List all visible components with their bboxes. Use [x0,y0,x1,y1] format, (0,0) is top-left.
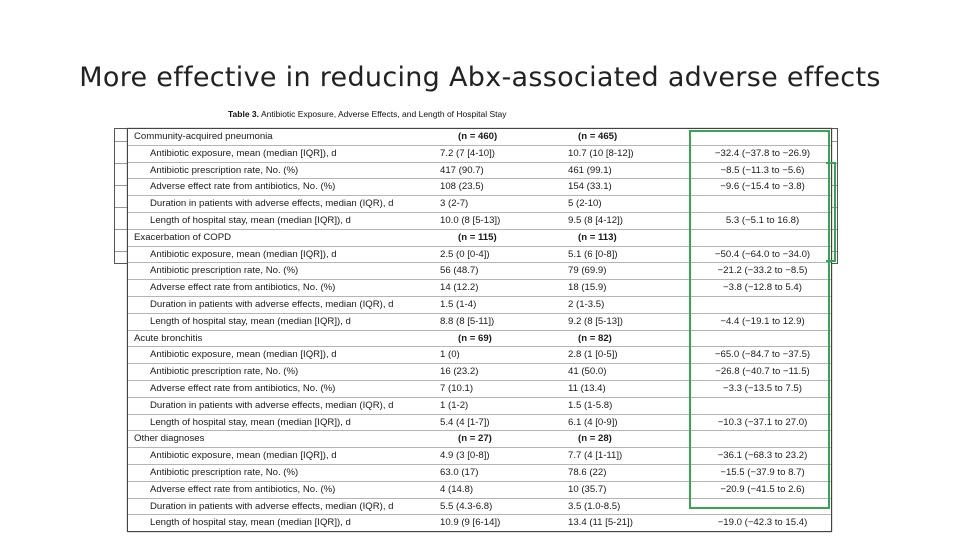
row-label: Antibiotic prescription rate, No. (%) [150,466,299,478]
row-value-intervention: 56 (48.7) [440,265,479,277]
row-difference: −65.0 (−84.7 to −37.5) [714,349,811,361]
section-row [128,431,831,448]
row-difference: −15.5 (−37.9 to 8.7) [720,466,805,478]
row-label: Adverse effect rate from antibiotics, No. (%) [150,181,336,193]
table-row [128,196,831,213]
table-row [128,263,831,280]
table-caption-text: Antibiotic Exposure, Adverse Effects, and Length of Hospital Stay [260,109,507,119]
row-value-control: 5 (2-10) [568,198,602,210]
row-label: Antibiotic prescription rate, No. (%) [150,265,299,277]
table-row [128,465,831,482]
table-row [128,482,831,499]
row-difference: −50.4 (−64.0 to −34.0) [714,248,811,260]
results-table [127,128,832,532]
row-value-control: 3.5 (1.0-8.5) [568,500,621,512]
table-row [128,499,831,516]
row-value-intervention: 5.5 (4.3-6.8) [440,500,493,512]
row-label: Antibiotic exposure, mean (median [IQR]), d [150,248,337,260]
section-row [128,331,831,348]
row-value-intervention: 7.2 (7 [4-10]) [440,147,495,159]
section-name: Acute bronchitis [134,332,203,344]
table-row [128,448,831,465]
row-label: Length of hospital stay, mean (median [IQR]), d [150,517,351,529]
row-value-intervention: 7 (10.1) [440,382,474,394]
row-value-control: 10 (35.7) [568,483,607,495]
table-row [128,247,831,264]
row-value-control: 461 (99.1) [568,164,612,176]
row-label: Duration in patients with adverse effects, median (IQR), d [150,298,394,310]
row-value-intervention: 417 (90.7) [440,164,484,176]
table-row [128,398,831,415]
row-value-control: 9.2 (8 [5-13]) [568,315,623,327]
row-label: Antibiotic exposure, mean (median [IQR]), d [150,147,337,159]
row-value-intervention: 10.0 (8 [5-13]) [440,214,501,226]
table-row [128,381,831,398]
row-label: Length of hospital stay, mean (median [IQR]), d [150,315,351,327]
row-difference: −8.5 (−11.3 to −5.6) [720,164,805,176]
row-value-intervention: 5.4 (4 [1-7]) [440,416,490,428]
row-value-control: 78.6 (22) [568,466,607,478]
row-value-intervention: 10.9 (9 [6-14]) [440,517,501,529]
table-caption-label: Table 3. [228,109,260,119]
section-n-control: (n = 465) [578,131,618,142]
section-n-intervention: (n = 460) [458,131,498,142]
row-value-intervention: 1.5 (1-4) [440,298,477,310]
row-difference: 5.3 (−5.1 to 16.8) [725,214,800,226]
slide-title: More effective in reducing Abx-associated adverse effects [79,62,881,93]
row-value-control: 5.1 (6 [0-8]) [568,248,618,260]
table-row [128,415,831,432]
row-difference: −20.9 (−41.5 to 2.6) [720,483,805,495]
row-value-control: 79 (69.9) [568,265,607,277]
table-row [128,163,831,180]
table-row [128,297,831,314]
row-label: Length of hospital stay, mean (median [IQR]), d [150,416,351,428]
section-name: Community-acquired pneumonia [134,131,273,142]
row-difference: −36.1 (−68.3 to 23.2) [717,450,808,462]
row-value-intervention: 4 (14.8) [440,483,474,495]
row-value-control: 2.8 (1 [0-5]) [568,349,618,361]
row-value-control: 2 (1-3.5) [568,298,605,310]
row-label: Adverse effect rate from antibiotics, No. (%) [150,282,336,294]
row-label: Antibiotic exposure, mean (median [IQR]), d [150,349,337,361]
row-label: Adverse effect rate from antibiotics, No. (%) [150,483,336,495]
row-value-control: 10.7 (10 [8-12]) [568,147,634,159]
row-value-intervention: 108 (23.5) [440,181,484,193]
section-name: Exacerbation of COPD [134,231,232,243]
row-label: Duration in patients with adverse effects, median (IQR), d [150,198,394,210]
table-row [128,347,831,364]
row-difference: −21.2 (−33.2 to −8.5) [717,265,808,277]
row-difference: −3.3 (−13.5 to 7.5) [723,382,802,394]
table-row [128,364,831,381]
row-value-intervention: 16 (23.2) [440,366,479,378]
section-n-intervention: (n = 115) [458,231,497,243]
row-difference: −9.6 (−15.4 to −3.8) [720,181,805,193]
row-value-intervention: 14 (12.2) [440,282,479,294]
row-value-control: 18 (15.9) [568,282,607,294]
row-label: Duration in patients with adverse effects, median (IQR), d [150,399,394,411]
table-row [128,515,831,531]
section-name: Other diagnoses [134,433,205,445]
row-difference: −4.4 (−19.1 to 12.9) [720,315,805,327]
row-difference: −26.8 (−40.7 to −11.5) [715,366,810,378]
row-value-intervention: 1 (1-2) [440,399,469,411]
section-n-intervention: (n = 27) [458,433,492,445]
table-row [128,280,831,297]
row-value-intervention: 4.9 (3 [0-8]) [440,450,490,462]
row-value-control: 1.5 (1-5.8) [568,399,613,411]
table-caption [228,109,506,119]
row-value-control: 11 (13.4) [568,382,606,394]
row-label: Antibiotic prescription rate, No. (%) [150,164,299,176]
section-n-control: (n = 113) [578,231,617,243]
table-row [128,213,831,230]
section-n-control: (n = 28) [578,433,612,445]
row-label: Adverse effect rate from antibiotics, No. (%) [150,382,336,394]
row-difference: −3.8 (−12.8 to 5.4) [723,282,802,294]
section-row [128,129,831,146]
section-n-intervention: (n = 69) [458,332,492,344]
row-value-intervention: 3 (2-7) [440,198,469,210]
table-row [128,314,831,331]
section-n-control: (n = 82) [578,332,612,344]
section-row [128,230,831,247]
row-value-control: 9.5 (8 [4-12]) [568,214,623,226]
row-value-intervention: 2.5 (0 [0-4]) [440,248,490,260]
row-label: Duration in patients with adverse effects, median (IQR), d [150,500,394,512]
row-value-intervention: 63.0 (17) [440,466,479,478]
row-label: Antibiotic prescription rate, No. (%) [150,366,299,378]
row-difference: −10.3 (−37.1 to 27.0) [717,416,808,428]
table-row [128,146,831,163]
table-row [128,179,831,196]
row-value-control: 6.1 (4 [0-9]) [568,416,618,428]
row-label: Antibiotic exposure, mean (median [IQR]), d [150,450,337,462]
row-value-control: 154 (33.1) [568,181,612,193]
row-difference: −32.4 (−37.8 to −26.9) [714,147,811,159]
row-difference: −19.0 (−42.3 to 15.4) [717,517,808,529]
row-value-control: 13.4 (11 [5-21]) [568,517,633,529]
row-value-intervention: 8.8 (8 [5-11]) [440,315,495,327]
row-value-control: 41 (50.0) [568,366,607,378]
row-label: Length of hospital stay, mean (median [IQR]), d [150,214,351,226]
row-value-intervention: 1 (0) [440,349,460,361]
row-value-control: 7.7 (4 [1-11]) [568,450,623,462]
